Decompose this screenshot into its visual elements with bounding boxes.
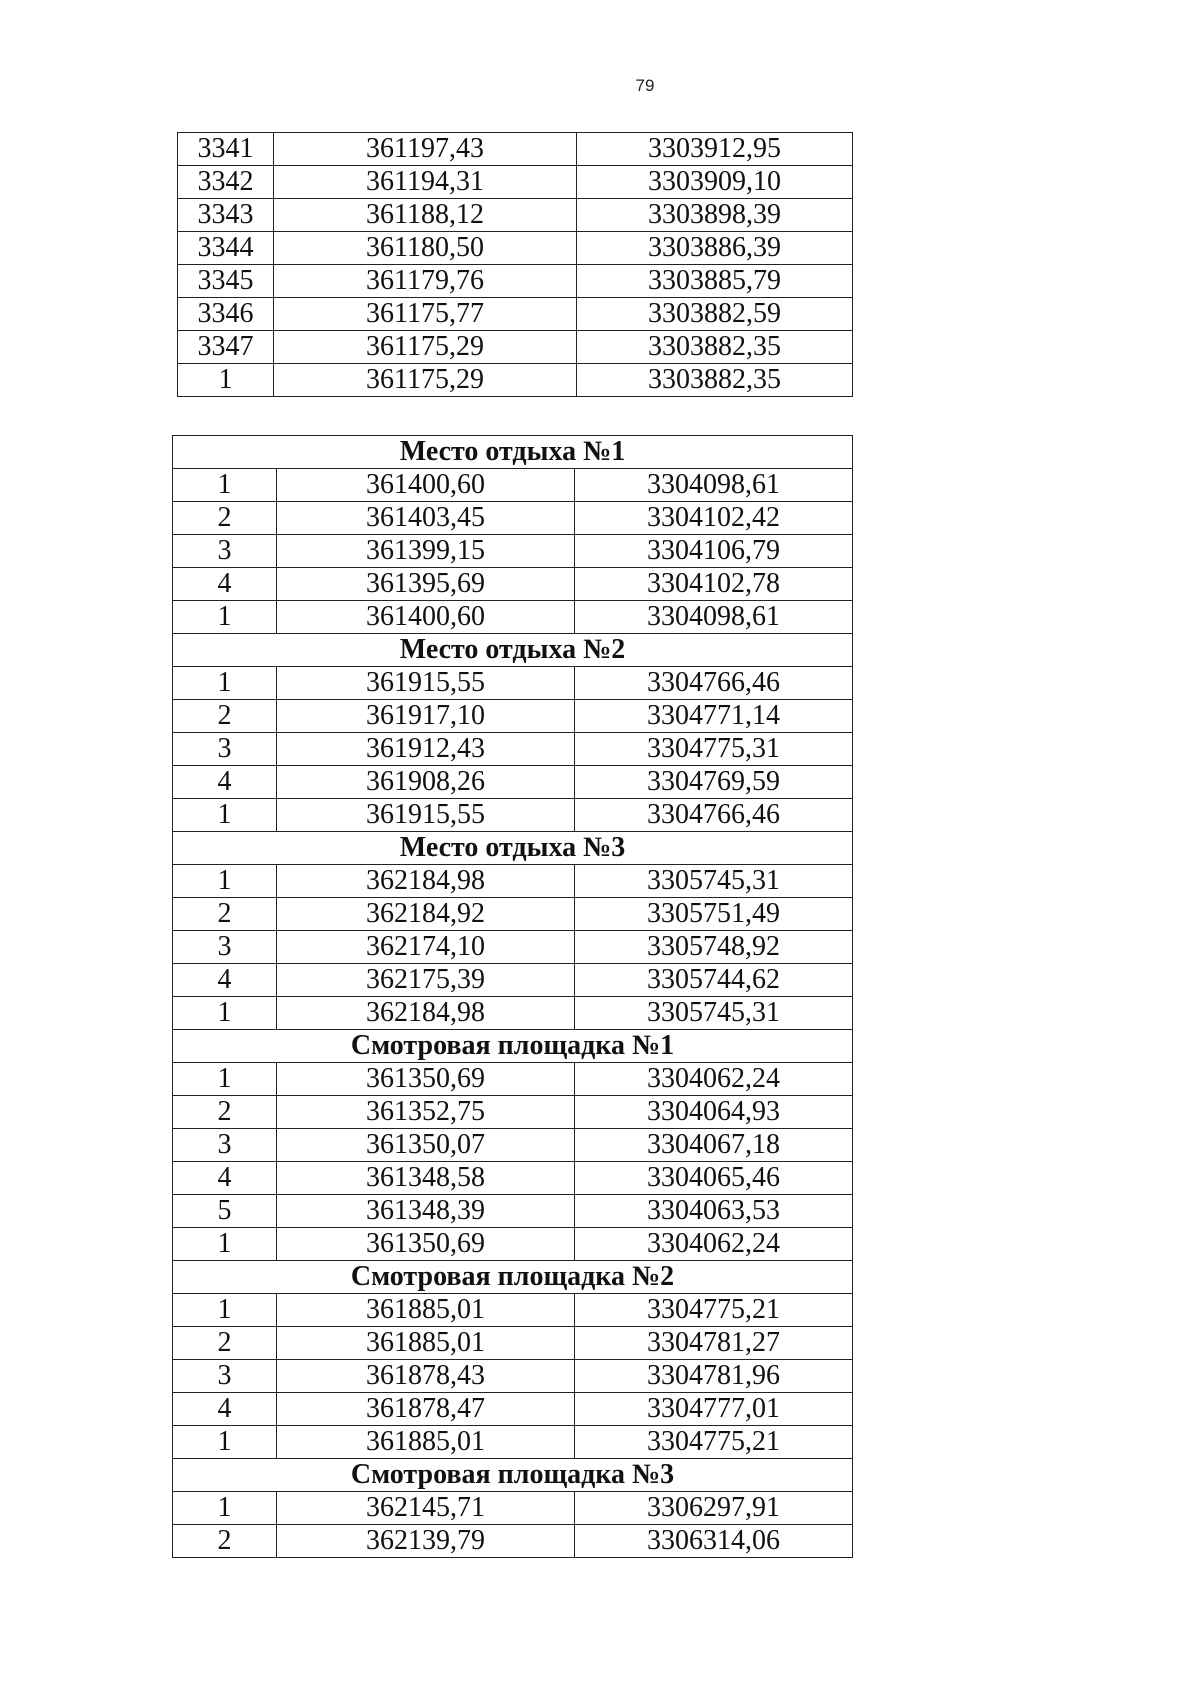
point-number-cell: 1 xyxy=(173,1228,277,1261)
table-row xyxy=(173,502,853,535)
y-coordinate-cell: 3306314,06 xyxy=(575,1525,853,1558)
y-coordinate-cell: 3304781,96 xyxy=(575,1360,853,1393)
x-coordinate-cell: 362184,92 xyxy=(277,898,575,931)
table-row xyxy=(173,1360,853,1393)
x-coordinate-cell: 361352,75 xyxy=(277,1096,575,1129)
section-title: Смотровая площадка №3 xyxy=(173,1459,853,1492)
x-coordinate-cell: 361908,26 xyxy=(277,766,575,799)
point-number-cell: 3343 xyxy=(178,199,274,232)
table-row xyxy=(173,766,853,799)
y-coordinate-cell: 3304766,46 xyxy=(575,667,853,700)
table-row xyxy=(173,1492,853,1525)
y-coordinate-cell: 3303886,39 xyxy=(577,232,853,265)
y-coordinate-cell: 3304062,24 xyxy=(575,1063,853,1096)
table-row xyxy=(173,1129,853,1162)
section-header-row xyxy=(173,1459,853,1492)
point-number-cell: 2 xyxy=(173,898,277,931)
point-number-cell: 2 xyxy=(173,1096,277,1129)
x-coordinate-cell: 362175,39 xyxy=(277,964,575,997)
point-number-cell: 3344 xyxy=(178,232,274,265)
section-header-row xyxy=(173,634,853,667)
x-coordinate-cell: 362145,71 xyxy=(277,1492,575,1525)
x-coordinate-cell: 361350,69 xyxy=(277,1063,575,1096)
y-coordinate-cell: 3305748,92 xyxy=(575,931,853,964)
point-number-cell: 3341 xyxy=(178,133,274,166)
y-coordinate-cell: 3305744,62 xyxy=(575,964,853,997)
point-number-cell: 3345 xyxy=(178,265,274,298)
section-title: Смотровая площадка №1 xyxy=(173,1030,853,1063)
point-number-cell: 3346 xyxy=(178,298,274,331)
point-number-cell: 3 xyxy=(173,1360,277,1393)
y-coordinate-cell: 3304067,18 xyxy=(575,1129,853,1162)
y-coordinate-cell: 3304769,59 xyxy=(575,766,853,799)
section-title: Смотровая площадка №2 xyxy=(173,1261,853,1294)
point-number-cell: 4 xyxy=(173,766,277,799)
point-number-cell: 1 xyxy=(173,667,277,700)
table-row xyxy=(173,700,853,733)
y-coordinate-cell: 3304106,79 xyxy=(575,535,853,568)
x-coordinate-cell: 361403,45 xyxy=(277,502,575,535)
table-row xyxy=(173,733,853,766)
x-coordinate-cell: 361912,43 xyxy=(277,733,575,766)
point-number-cell: 1 xyxy=(173,997,277,1030)
point-number-cell: 4 xyxy=(173,1393,277,1426)
y-coordinate-cell: 3304102,42 xyxy=(575,502,853,535)
x-coordinate-cell: 361395,69 xyxy=(277,568,575,601)
point-number-cell: 3342 xyxy=(178,166,274,199)
y-coordinate-cell: 3304775,21 xyxy=(575,1426,853,1459)
table-row xyxy=(173,1162,853,1195)
coordinates-table-sections xyxy=(172,435,853,1558)
table-row xyxy=(173,1327,853,1360)
point-number-cell: 1 xyxy=(173,799,277,832)
y-coordinate-cell: 3304775,31 xyxy=(575,733,853,766)
table-row xyxy=(173,931,853,964)
point-number-cell: 1 xyxy=(173,1063,277,1096)
x-coordinate-cell: 361194,31 xyxy=(274,166,577,199)
x-coordinate-cell: 361197,43 xyxy=(274,133,577,166)
x-coordinate-cell: 362184,98 xyxy=(277,997,575,1030)
y-coordinate-cell: 3303909,10 xyxy=(577,166,853,199)
y-coordinate-cell: 3305745,31 xyxy=(575,997,853,1030)
section-header-row xyxy=(173,1261,853,1294)
table-row xyxy=(173,964,853,997)
table-row xyxy=(178,232,853,265)
point-number-cell: 4 xyxy=(173,568,277,601)
y-coordinate-cell: 3305745,31 xyxy=(575,865,853,898)
table-row xyxy=(173,1294,853,1327)
table-row xyxy=(178,331,853,364)
y-coordinate-cell: 3304098,61 xyxy=(575,469,853,502)
table-row xyxy=(178,298,853,331)
point-number-cell: 1 xyxy=(173,469,277,502)
point-number-cell: 1 xyxy=(173,601,277,634)
y-coordinate-cell: 3303885,79 xyxy=(577,265,853,298)
x-coordinate-cell: 361175,77 xyxy=(274,298,577,331)
x-coordinate-cell: 361348,58 xyxy=(277,1162,575,1195)
point-number-cell: 2 xyxy=(173,1525,277,1558)
section-header-row xyxy=(173,832,853,865)
x-coordinate-cell: 361885,01 xyxy=(277,1426,575,1459)
table-row xyxy=(173,799,853,832)
section-title: Место отдыха №2 xyxy=(173,634,853,667)
table-row xyxy=(173,601,853,634)
y-coordinate-cell: 3304063,53 xyxy=(575,1195,853,1228)
y-coordinate-cell: 3304771,14 xyxy=(575,700,853,733)
table-row xyxy=(173,1228,853,1261)
table-row xyxy=(173,898,853,931)
x-coordinate-cell: 361885,01 xyxy=(277,1294,575,1327)
x-coordinate-cell: 361179,76 xyxy=(274,265,577,298)
x-coordinate-cell: 361878,47 xyxy=(277,1393,575,1426)
table-row xyxy=(173,568,853,601)
y-coordinate-cell: 3304766,46 xyxy=(575,799,853,832)
x-coordinate-cell: 361915,55 xyxy=(277,799,575,832)
y-coordinate-cell: 3304065,46 xyxy=(575,1162,853,1195)
table-row xyxy=(173,997,853,1030)
y-coordinate-cell: 3304098,61 xyxy=(575,601,853,634)
table-row xyxy=(173,1195,853,1228)
section-header-row xyxy=(173,1030,853,1063)
y-coordinate-cell: 3304064,93 xyxy=(575,1096,853,1129)
x-coordinate-cell: 361885,01 xyxy=(277,1327,575,1360)
table-row xyxy=(173,1063,853,1096)
x-coordinate-cell: 361350,07 xyxy=(277,1129,575,1162)
x-coordinate-cell: 362174,10 xyxy=(277,931,575,964)
y-coordinate-cell: 3304777,01 xyxy=(575,1393,853,1426)
y-coordinate-cell: 3304781,27 xyxy=(575,1327,853,1360)
table-row xyxy=(173,667,853,700)
point-number-cell: 3 xyxy=(173,931,277,964)
y-coordinate-cell: 3303882,35 xyxy=(577,331,853,364)
table-row xyxy=(173,1096,853,1129)
x-coordinate-cell: 361180,50 xyxy=(274,232,577,265)
table-row xyxy=(173,535,853,568)
x-coordinate-cell: 361878,43 xyxy=(277,1360,575,1393)
x-coordinate-cell: 362139,79 xyxy=(277,1525,575,1558)
point-number-cell: 3 xyxy=(173,535,277,568)
y-coordinate-cell: 3304062,24 xyxy=(575,1228,853,1261)
x-coordinate-cell: 361175,29 xyxy=(274,364,577,397)
y-coordinate-cell: 3306297,91 xyxy=(575,1492,853,1525)
point-number-cell: 3 xyxy=(173,733,277,766)
table-row xyxy=(178,199,853,232)
table-row xyxy=(173,865,853,898)
point-number-cell: 2 xyxy=(173,700,277,733)
x-coordinate-cell: 361348,39 xyxy=(277,1195,575,1228)
coordinates-table-continuation xyxy=(177,132,853,397)
y-coordinate-cell: 3304775,21 xyxy=(575,1294,853,1327)
point-number-cell: 1 xyxy=(173,1426,277,1459)
x-coordinate-cell: 361350,69 xyxy=(277,1228,575,1261)
table-row xyxy=(178,265,853,298)
y-coordinate-cell: 3303882,35 xyxy=(577,364,853,397)
section-title: Место отдыха №3 xyxy=(173,832,853,865)
point-number-cell: 4 xyxy=(173,1162,277,1195)
x-coordinate-cell: 361917,10 xyxy=(277,700,575,733)
page-number: 79 xyxy=(635,76,655,95)
point-number-cell: 2 xyxy=(173,502,277,535)
y-coordinate-cell: 3303882,59 xyxy=(577,298,853,331)
y-coordinate-cell: 3305751,49 xyxy=(575,898,853,931)
point-number-cell: 1 xyxy=(173,1294,277,1327)
point-number-cell: 2 xyxy=(173,1327,277,1360)
y-coordinate-cell: 3303912,95 xyxy=(577,133,853,166)
point-number-cell: 1 xyxy=(173,865,277,898)
table-row xyxy=(173,469,853,502)
point-number-cell: 3347 xyxy=(178,331,274,364)
point-number-cell: 1 xyxy=(173,1492,277,1525)
section-title: Место отдыха №1 xyxy=(173,436,853,469)
point-number-cell: 3 xyxy=(173,1129,277,1162)
section-header-row xyxy=(173,436,853,469)
x-coordinate-cell: 361400,60 xyxy=(277,601,575,634)
x-coordinate-cell: 361399,15 xyxy=(277,535,575,568)
point-number-cell: 5 xyxy=(173,1195,277,1228)
x-coordinate-cell: 361175,29 xyxy=(274,331,577,364)
table-row xyxy=(178,166,853,199)
x-coordinate-cell: 361188,12 xyxy=(274,199,577,232)
x-coordinate-cell: 362184,98 xyxy=(277,865,575,898)
table-row xyxy=(178,133,853,166)
table-row xyxy=(173,1393,853,1426)
x-coordinate-cell: 361915,55 xyxy=(277,667,575,700)
y-coordinate-cell: 3303898,39 xyxy=(577,199,853,232)
point-number-cell: 1 xyxy=(178,364,274,397)
table-row xyxy=(173,1426,853,1459)
x-coordinate-cell: 361400,60 xyxy=(277,469,575,502)
table-row xyxy=(178,364,853,397)
y-coordinate-cell: 3304102,78 xyxy=(575,568,853,601)
point-number-cell: 4 xyxy=(173,964,277,997)
table-row xyxy=(173,1525,853,1558)
